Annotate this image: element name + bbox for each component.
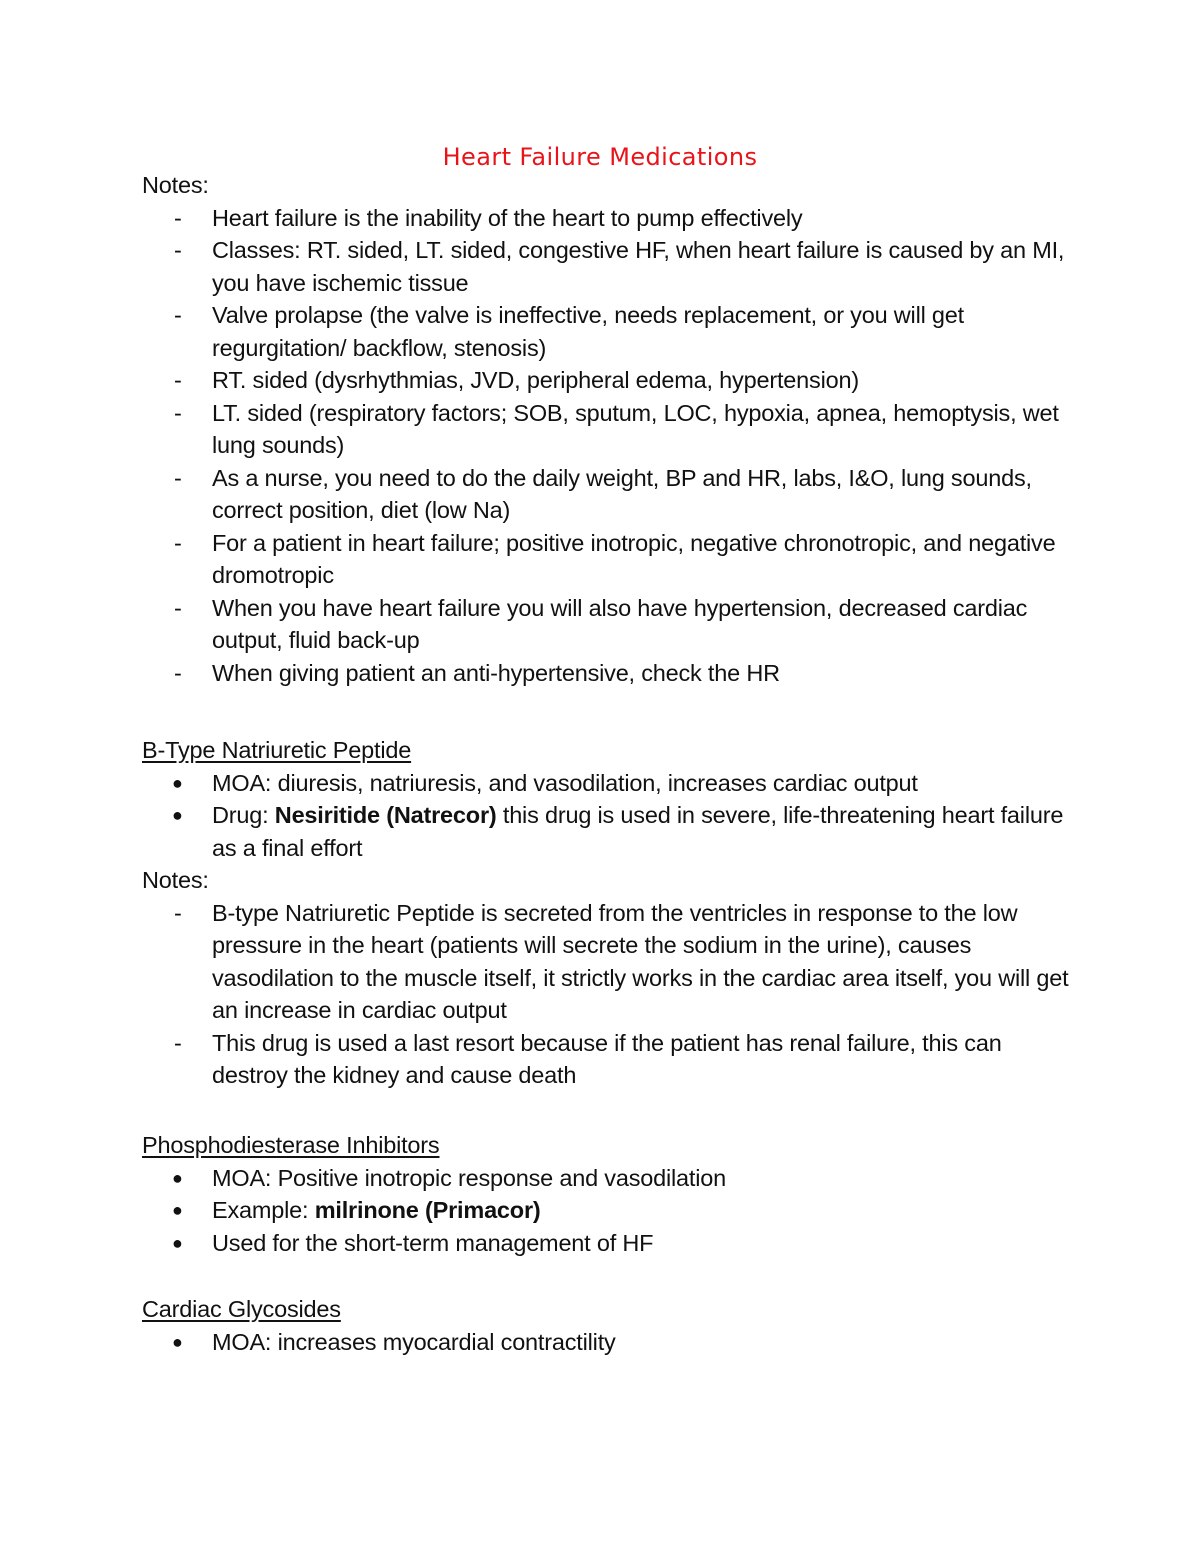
- list-item: - B-type Natriuretic Peptide is secreted from the ventricles in response to the low pressure in the heart (patients will secrete the sodium in the urine), causes vasodilation to the muscle itself, it strictly works in the cardiac area itself, you will get an increase in cardiac output: [142, 897, 1072, 1027]
- list-item: - Classes: RT. sided, LT. sided, congestive HF, when heart failure is caused by an MI, you have ischemic tissue: [142, 234, 1072, 299]
- list-item: ● Example: milrinone (Primacor): [142, 1194, 1072, 1227]
- pde-bullet-list: [142, 1162, 1072, 1260]
- bullet-marker: ●: [172, 1167, 183, 1188]
- dash-marker: -: [174, 302, 182, 328]
- drug-name: Nesiritide (Natrecor): [274, 802, 497, 828]
- list-item: ● MOA: increases myocardial contractility: [142, 1326, 1072, 1359]
- document-title: Heart Failure Medications: [442, 143, 758, 171]
- list-item: - When you have heart failure you will also have hypertension, decreased cardiac output, fluid back-up: [142, 592, 1072, 657]
- dash-marker: -: [174, 237, 182, 263]
- list-item: - RT. sided (dysrhythmias, JVD, peripheral edema, hypertension): [142, 364, 1072, 397]
- bullet-marker: ●: [172, 1232, 183, 1253]
- bnp-section: [142, 734, 1072, 1092]
- dash-marker: -: [174, 367, 182, 393]
- list-item: - Valve prolapse (the valve is ineffective, needs replacement, or you will get regurgitation/ backflow, stenosis): [142, 299, 1072, 364]
- bullet-marker: ●: [172, 805, 183, 825]
- drug-name: milrinone (Primacor): [314, 1197, 541, 1223]
- bullet-marker: ●: [172, 1331, 183, 1352]
- dash-marker: -: [174, 204, 182, 231]
- notes-label: Notes:: [142, 867, 209, 893]
- dash-marker: -: [174, 899, 182, 926]
- bullet-marker: ●: [172, 772, 183, 793]
- dash-marker: -: [174, 529, 182, 556]
- list-item: - When giving patient an anti-hypertensive, check the HR: [142, 657, 1072, 690]
- dash-marker: -: [174, 464, 182, 491]
- glycosides-heading: Cardiac Glycosides: [142, 1296, 341, 1322]
- list-item: ● Drug: Nesiritide (Natrecor) this drug is used in severe, life-threatening heart failure as a final effort: [142, 799, 1072, 864]
- intro-notes-section: [142, 169, 1072, 689]
- bullet-marker: ●: [172, 1200, 183, 1220]
- intro-notes-list: [142, 202, 1072, 690]
- list-item: ● Used for the short-term management of HF: [142, 1227, 1072, 1260]
- dash-marker: -: [174, 399, 182, 426]
- list-item: ● MOA: Positive inotropic response and vasodilation: [142, 1162, 1072, 1195]
- list-item: - LT. sided (respiratory factors; SOB, sputum, LOC, hypoxia, apnea, hemoptysis, wet lung sounds): [142, 397, 1072, 462]
- bnp-heading: B-Type Natriuretic Peptide: [142, 737, 412, 763]
- bnp-notes-list: [142, 897, 1072, 1092]
- list-item: ● MOA: diuresis, natriuresis, and vasodilation, increases cardiac output: [142, 767, 1072, 800]
- notes-label: Notes:: [142, 172, 209, 198]
- dash-marker: -: [174, 1029, 182, 1056]
- bnp-bullet-list: [142, 767, 1072, 865]
- pde-heading: Phosphodiesterase Inhibitors: [142, 1132, 440, 1158]
- dash-marker: -: [174, 594, 182, 621]
- glycosides-section: [142, 1293, 1072, 1358]
- list-item: - For a patient in heart failure; positive inotropic, negative chronotropic, and negative dromotropic: [142, 527, 1072, 592]
- list-item: - This drug is used a last resort because if the patient has renal failure, this can destroy the kidney and cause death: [142, 1027, 1072, 1092]
- list-item: - Heart failure is the inability of the heart to pump effectively: [142, 202, 1072, 235]
- pde-section: [142, 1129, 1072, 1259]
- list-item: - As a nurse, you need to do the daily weight, BP and HR, labs, I&O, lung sounds, correct position, diet (low Na): [142, 462, 1072, 527]
- glycosides-bullet-list: [142, 1326, 1072, 1359]
- dash-marker: -: [174, 659, 182, 686]
